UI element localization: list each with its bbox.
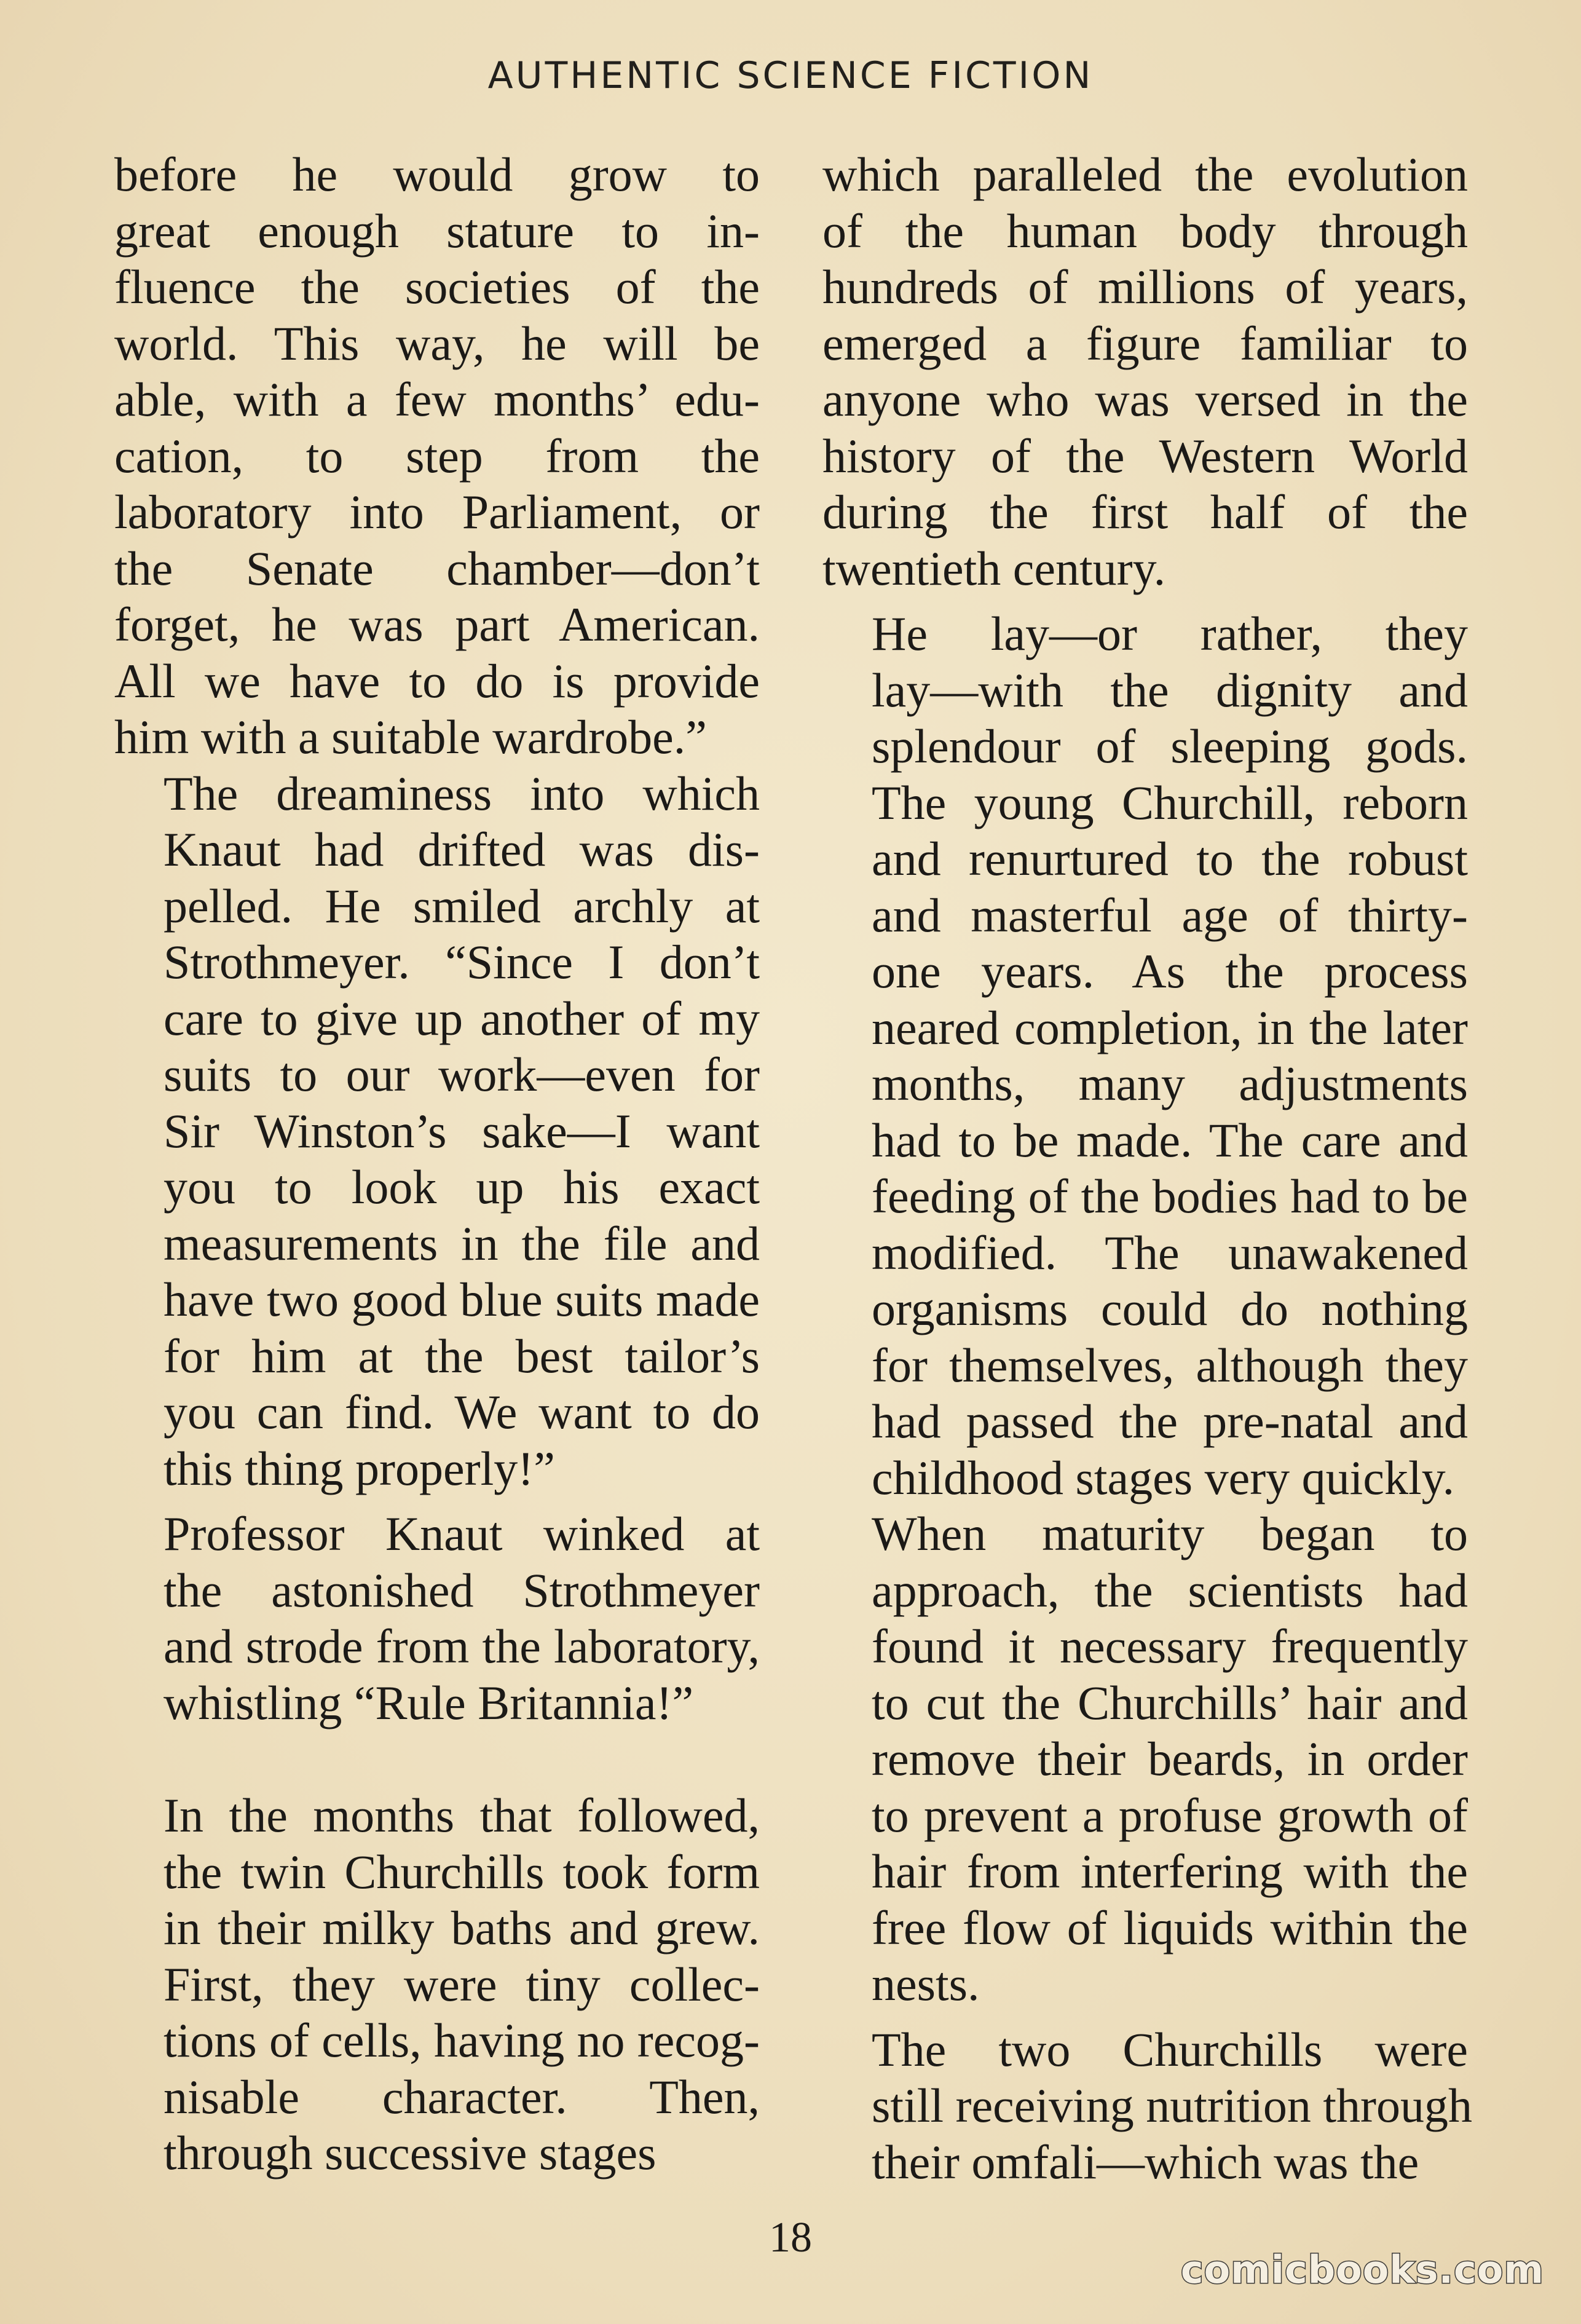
paragraph <box>822 2022 1473 2191</box>
left-text-column <box>114 146 760 2181</box>
text-line: The two Churchills were <box>872 2022 1468 2076</box>
text-line: and strode from the laboratory, <box>164 1619 760 1673</box>
text-line: great enough stature to in- <box>114 204 760 258</box>
text-line: Professor Knaut winked at <box>164 1507 760 1560</box>
text-line: pelled. He smiled archly at <box>164 879 760 933</box>
text-line: modified. The unawakened <box>872 1225 1468 1279</box>
text-line: childhood stages very quickly. <box>872 1450 1455 1504</box>
text-line: before he would grow to <box>114 148 760 201</box>
paragraph <box>822 1506 1468 2012</box>
text-line: and masterful age of thirty- <box>872 888 1468 942</box>
text-line: approach, the scientists had <box>872 1563 1468 1617</box>
paragraph <box>822 606 1468 1506</box>
text-line: their omfali—which was the <box>872 2135 1419 2189</box>
text-line: organisms could do nothing <box>872 1282 1468 1335</box>
text-line: hundreds of millions of years, <box>822 260 1468 314</box>
text-line: remove their beards, in order <box>872 1732 1468 1785</box>
text-line: which paralleled the evolution <box>822 148 1468 201</box>
text-line: forget, he was part American. <box>114 598 760 651</box>
text-line: splendour of sleeping gods. <box>872 719 1468 773</box>
text-line: have two good blue suits made <box>164 1273 760 1326</box>
text-line: during the first half of the <box>822 485 1468 539</box>
text-line: this thing properly!” <box>164 1441 555 1495</box>
running-header: AUTHENTIC SCIENCE FICTION <box>487 54 1094 97</box>
text-line: suits to our work—even for <box>164 1048 760 1101</box>
text-line: you to look up his exact <box>164 1160 760 1214</box>
text-line: the astonished Strothmeyer <box>164 1563 760 1617</box>
text-line: He lay—or rather, they <box>872 607 1468 660</box>
paragraph <box>114 1506 760 1731</box>
paragraph <box>822 146 1468 596</box>
paragraph <box>114 146 760 765</box>
page-number: 18 <box>769 2214 812 2261</box>
text-line: The dreaminess into which <box>164 766 760 820</box>
text-line: had to be made. The care and <box>872 1113 1468 1167</box>
text-line: nests. <box>872 1957 980 2010</box>
text-line: him with a suitable wardrobe.” <box>114 710 707 764</box>
text-line: whistling “Rule Britannia!” <box>164 1675 694 1729</box>
text-line: Sir Winston’s sake—I want <box>164 1104 760 1158</box>
text-line: to prevent a profuse growth of <box>872 1788 1468 1842</box>
text-line: All we have to do is provide <box>114 654 760 708</box>
text-line: through successive stages <box>164 2126 656 2180</box>
text-line: in their milky baths and grew. <box>164 1901 760 1954</box>
text-line: still receiving nutrition through <box>872 2079 1473 2132</box>
text-line: lay—with the dignity and <box>872 663 1468 717</box>
text-line: First, they were tiny collec- <box>164 1957 760 2011</box>
text-line: The young Churchill, reborn <box>872 775 1468 829</box>
paragraph <box>114 1787 760 2181</box>
text-line: had passed the pre-natal and <box>872 1394 1468 1448</box>
text-line: care to give up another of my <box>164 991 760 1045</box>
text-line: for themselves, although they <box>872 1338 1468 1392</box>
text-line: hair from interfering with the <box>872 1844 1468 1898</box>
text-line: laboratory into Parliament, or <box>114 485 760 539</box>
text-line: anyone who was versed in the <box>822 373 1468 426</box>
text-line: free flow of liquids within the <box>872 1900 1468 1954</box>
text-line: the twin Churchills took form <box>164 1844 760 1899</box>
text-line: neared completion, in the later <box>872 1000 1468 1054</box>
text-line: you can find. We want to do <box>164 1385 760 1439</box>
text-line: Knaut had drifted was dis- <box>164 823 760 876</box>
text-line: Strothmeyer. “Since I don’t <box>164 935 760 989</box>
text-line: cation, to step from the <box>114 429 760 483</box>
text-line: tions of cells, having no recog- <box>164 2014 760 2067</box>
text-line: and renurtured to the robust <box>872 832 1468 885</box>
text-line: of the human body through <box>822 204 1468 258</box>
text-line: When maturity began to <box>872 1507 1468 1560</box>
text-line: one years. As the process <box>872 944 1468 998</box>
paragraph <box>114 765 760 1497</box>
text-line: measurements in the file and <box>164 1216 760 1270</box>
text-line: In the months that followed, <box>164 1788 760 1842</box>
text-line: the Senate chamber—don’t <box>114 541 760 595</box>
text-line: twentieth century. <box>822 541 1166 595</box>
right-text-column <box>822 146 1473 2190</box>
text-line: feeding of the bodies had to be <box>872 1169 1468 1223</box>
text-line: for him at the best tailor’s <box>164 1329 760 1383</box>
text-line: found it necessary frequently <box>872 1619 1468 1673</box>
watermark-logo: comicbooks.com <box>1180 2247 1544 2292</box>
text-line: emerged a figure familiar to <box>822 316 1468 370</box>
text-line: fluence the societies of the <box>114 260 760 314</box>
text-line: world. This way, he will be <box>114 316 760 370</box>
text-line: able, with a few months’ edu- <box>114 373 760 426</box>
text-line: to cut the Churchills’ hair and <box>872 1675 1468 1729</box>
text-line: history of the Western World <box>822 429 1468 483</box>
text-line: nisable character. Then, <box>164 2069 760 2124</box>
text-line: months, many adjustments <box>872 1057 1468 1110</box>
